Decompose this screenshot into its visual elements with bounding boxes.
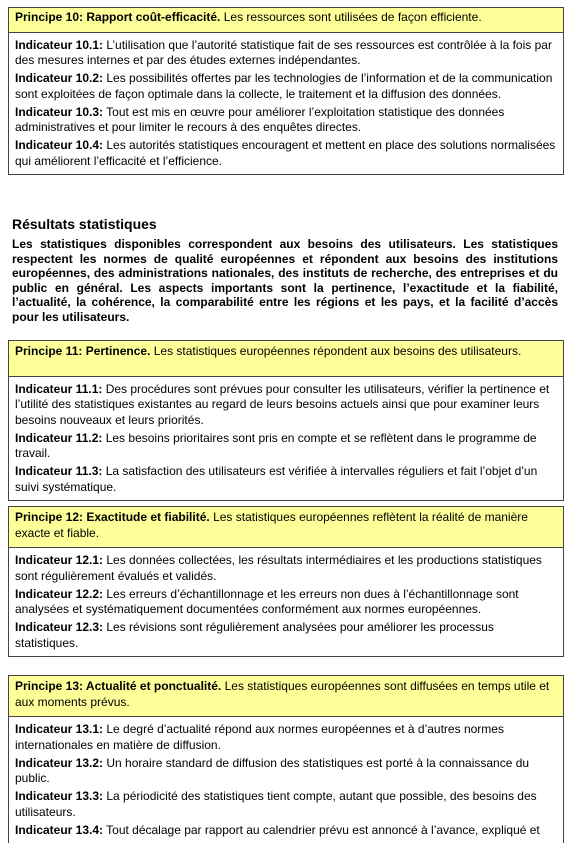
- indicator-text: Tout est mis en œuvre pour améliorer l’exploitation statistique des données administratives et pour limiter le recours à des enquêtes directes.: [15, 104, 505, 134]
- indicator-text: L’utilisation que l’autorité statistique fait de ses ressources est contrôlée à la fois par des mesures internes et par des études externes indépendantes.: [15, 37, 552, 67]
- principle-12-label: Principe 12: Exactitude et fiabilité.: [15, 510, 210, 524]
- indicator-12-2: [15, 587, 557, 618]
- indicator-12-1: [15, 553, 557, 584]
- indicator-11-2: [15, 431, 557, 462]
- indicator-10-4: [15, 138, 557, 169]
- indicator-text: Des procédures sont prévues pour consulter les utilisateurs, vérifier la pertinence et l’utilité des statistiques existantes au regard de leurs besoins actuels ainsi que pour examiner leurs besoins nouveaux et leurs priorités.: [15, 381, 550, 427]
- principle-10-header: [9, 8, 563, 33]
- indicator-text: Les erreurs d’échantillonnage et les erreurs non dues à l’échantillonnage sont analysées et systématiquement documentées conformément aux normes européennes.: [15, 586, 519, 616]
- principle-13-text: Les statistiques européennes sont diffusées en temps utile et aux moments prévus.: [15, 679, 550, 709]
- indicator-13-3: [15, 789, 557, 820]
- indicator-text: Les révisions sont régulièrement analysées pour améliorer les processus statistiques.: [15, 620, 494, 650]
- principle-12-header: [9, 507, 563, 548]
- indicator-label: Indicateur 13.1:: [15, 722, 104, 736]
- indicator-label: Indicateur 10.2:: [15, 71, 104, 85]
- indicator-10-2: [15, 71, 557, 102]
- indicator-label: Indicateur 13.4:: [15, 822, 104, 837]
- indicator-text: Les besoins prioritaires sont pris en compte et se reflètent dans le programme de travail.: [15, 430, 537, 460]
- principle-11-text: Les statistiques européennes répondent aux besoins des utilisateurs.: [150, 344, 522, 358]
- indicator-text: La satisfaction des utilisateurs est vérifiée à intervalles réguliers et fait l’objet d’un suivi systématique.: [15, 464, 538, 494]
- indicator-11-1: [15, 382, 557, 429]
- principle-13-box: [8, 675, 564, 843]
- principle-12-indicators: [9, 548, 563, 656]
- section-lead: Les statistiques disponibles correspondent aux besoins des utilisateurs. Les statistiques respectent les normes de qualité européennes et répondent aux besoins des institutions européennes, des administrations nationales, des instituts de recherche, des entreprises et du public en général. Les aspects importants sont la pertinence, l’exactitude et la fiabilité, l’actualité, la cohérence, la comparabilité entre les régions et les pays, et la facilité d’accès pour les utilisateurs.: [12, 237, 558, 324]
- principle-10-label: Principe 10: Rapport coût-efficacité.: [15, 10, 221, 24]
- indicator-label: Indicateur 10.1:: [15, 37, 104, 52]
- indicator-text: Les autorités statistiques encouragent et mettent en place des solutions normalisées qui améliorent l’efficacité et l’efficience.: [15, 138, 556, 168]
- principle-13-label: Principe 13: Actualité et ponctualité.: [15, 679, 222, 693]
- principle-10-indicators: [9, 33, 563, 174]
- indicator-11-3: [15, 464, 557, 495]
- indicator-label: Indicateur 11.3:: [15, 464, 103, 478]
- indicator-label: Indicateur 12.3:: [15, 620, 104, 634]
- principle-11-label: Principe 11: Pertinence.: [15, 344, 151, 358]
- indicator-text: Les possibilités offertes par les technologies de l’information et de la communication sont exploitées de façon optimale dans la collecte, le traitement et la diffusion des données.: [15, 71, 553, 101]
- principle-13-header: [9, 676, 563, 717]
- indicator-text: Le degré d’actualité répond aux normes européennes et à d’autres normes internationales en matière de diffusion.: [15, 722, 504, 752]
- indicator-10-1: [15, 38, 557, 69]
- indicator-label: Indicateur 11.2:: [15, 430, 103, 445]
- indicator-13-2: [15, 756, 557, 787]
- indicator-12-3: [15, 620, 557, 651]
- indicator-text: Un horaire standard de diffusion des statistiques est porté à la connaissance du public.: [15, 755, 530, 785]
- indicator-label: Indicateur 11.1:: [15, 381, 103, 396]
- principle-10-box: [8, 7, 564, 175]
- indicator-label: Indicateur 12.1:: [15, 553, 104, 567]
- indicator-label: Indicateur 13.3:: [15, 789, 104, 803]
- indicator-text: Tout décalage par rapport au calendrier prévu est annoncé à l’avance, expliqué et: [103, 822, 540, 837]
- indicator-text: Les données collectées, les résultats intermédiaires et les productions statistiques sont régulièrement évalués et validés.: [15, 553, 542, 583]
- indicator-10-3: [15, 105, 557, 136]
- principle-11-box: [8, 340, 564, 501]
- principle-11-header: [9, 341, 563, 377]
- principle-13-indicators: [9, 717, 563, 843]
- indicator-label: Indicateur 10.4:: [15, 138, 104, 152]
- principle-12-text: Les statistiques européennes reflètent la réalité de manière exacte et fiable.: [15, 510, 528, 540]
- indicator-13-1: [15, 722, 557, 753]
- indicator-label: Indicateur 13.2:: [15, 755, 104, 770]
- indicator-text: La périodicité des statistiques tient compte, autant que possible, des besoins des utilisateurs.: [15, 789, 537, 819]
- statistical-output-section: [12, 216, 558, 324]
- indicator-label: Indicateur 12.2:: [15, 586, 104, 601]
- principle-10-text: Les ressources sont utilisées de façon efficiente.: [220, 10, 482, 24]
- section-title: Résultats statistiques: [12, 216, 157, 232]
- indicator-label: Indicateur 10.3:: [15, 104, 104, 119]
- indicator-13-4: [15, 823, 557, 839]
- principle-11-indicators: [9, 377, 563, 500]
- principle-12-box: [8, 506, 564, 657]
